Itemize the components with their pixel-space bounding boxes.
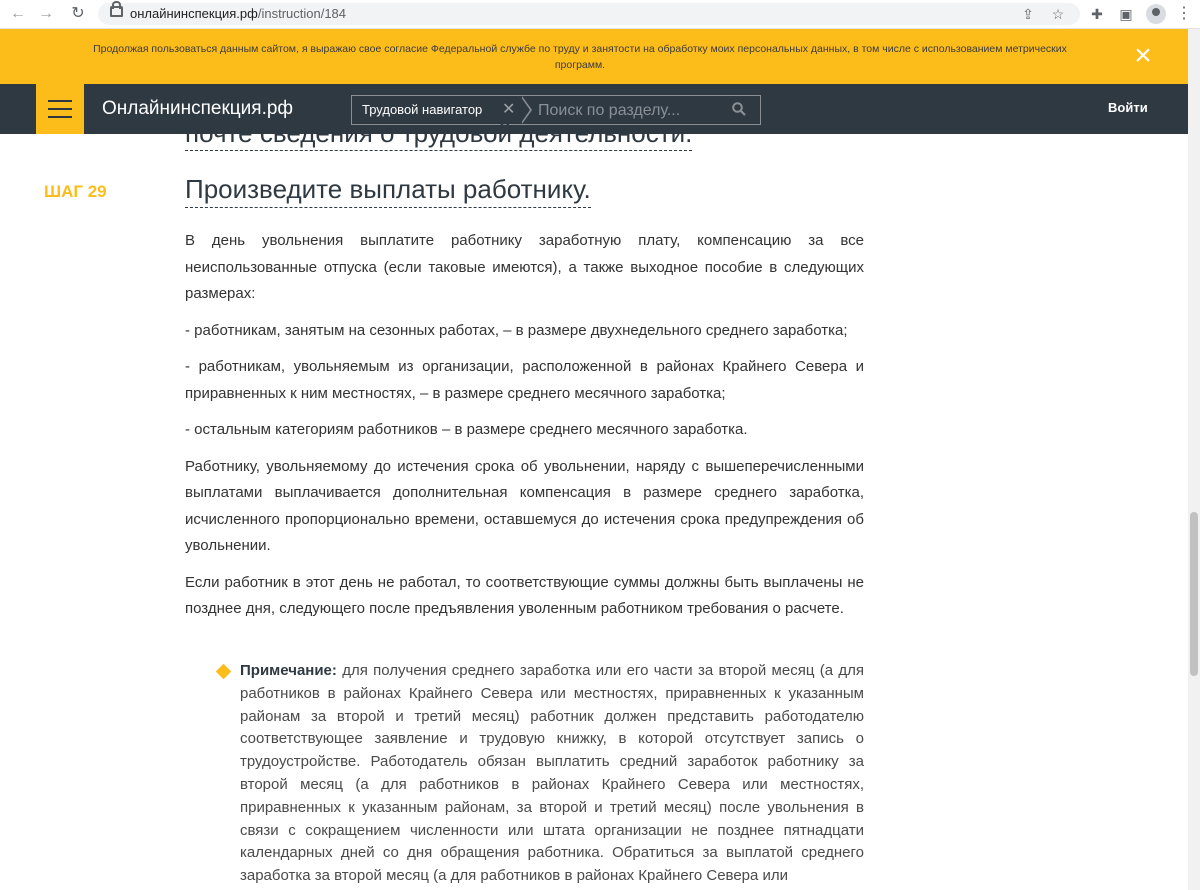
profile-avatar[interactable] [1146,4,1166,24]
extensions-icon[interactable]: ✚ [1091,6,1103,22]
note-text [240,660,864,888]
url-text[interactable] [130,6,346,21]
login-button[interactable]: Войти [1108,100,1148,115]
browser-toolbar [0,0,1200,29]
search-icon[interactable] [732,102,746,116]
chip-close-icon[interactable]: ✕ [502,101,516,118]
step-title: Произведите выплаты работнику. [185,174,591,208]
note-body: для получения среднего заработка или его части за второй месяц (а для работников в районах Крайнего Севера или местностях, приравненных к указанным районам за второй и третий месяц) работник должен представить работодателю соответствующее заявление и трудовую книжку, в которой отсутствует запись о трудоустройстве. Работодатель обязан выплатить средний заработок работнику за второй месяц (а для работников в районах Крайнего Севера или местностях, приравненных к указанным районам, за второй и третий месяц) после увольнения в связи с сокращением численности или штата организации не позднее пятнадцати календарных дней со дня обращения работника. Обратиться за выплатой среднего заработка за второй месяц (а для работников в районах Крайнего Севера или [240,662,864,885]
step-body [185,228,864,633]
side-panel-icon[interactable]: ▣ [1119,6,1133,22]
cookie-consent-banner [0,29,1188,84]
scrollbar-thumb[interactable] [1190,512,1198,676]
cookie-consent-text: Продолжая пользоваться данным сайтом, я выражаю свое согласие Федеральной службе по труду и занятости на обработку моих персональных данных, в том числе с использованием метрических программ. [93,43,1067,71]
paragraph: - работникам, увольняемым из организации, расположенной в районах Крайнего Севера и приравненных к ним местностях, – в размере среднего месячного заработка; [185,358,864,402]
step-number: ШАГ 29 [44,182,107,201]
paragraph: Работнику, увольняемому до истечения срока об увольнении, наряду с вышеперечисленными выплатами выплачивается дополнительная компенсация в размере среднего заработка, исчисленного пропорционально времени, оставшемуся до истечения срока предупреждения об увольнении. [185,457,864,554]
hamburger-menu-icon[interactable] [36,84,84,134]
page-scrollbar[interactable] [1188,29,1200,890]
reload-icon[interactable]: ↻ [71,5,85,22]
close-icon[interactable]: × [1134,39,1152,72]
share-icon[interactable]: ⇪ [1022,6,1034,22]
previous-step-title: почте сведения о трудовой деятельности. [185,118,692,151]
navigator-chip-label: Трудовой навигатор [362,102,483,117]
back-arrow-icon[interactable]: ← [10,5,26,22]
more-menu-icon[interactable]: ⋮ [1176,5,1192,22]
paragraph: - остальным категориям работников – в размере среднего месячного заработка. [185,421,748,438]
diamond-bullet-icon [216,664,232,680]
url-domain: онлайнинспекция.рф [130,6,258,21]
url-path: /instruction/184 [257,6,347,21]
site-logo[interactable]: Онлайнинспекция.рф [102,98,294,119]
lock-icon[interactable] [110,6,123,17]
instruction-content [0,118,1188,890]
bookmark-star-icon[interactable]: ☆ [1051,6,1065,22]
paragraph: - работникам, занятым на сезонных работах, – в размере двухнедельного среднего заработка; [185,321,848,339]
paragraph: В день увольнения выплатите работнику заработную плату, компенсацию за все неиспользованные отпуска (если таковые имеются), а также выходное пособие в следующих размерах: [185,232,864,302]
forward-arrow-icon[interactable]: → [38,5,54,22]
note-label: Примечание: [240,662,337,679]
paragraph: Если работник в этот день не работал, то соответствующие суммы должны быть выплачены не позднее дня, следующего после предъявления уволенным работником требования о расчете. [185,573,864,617]
